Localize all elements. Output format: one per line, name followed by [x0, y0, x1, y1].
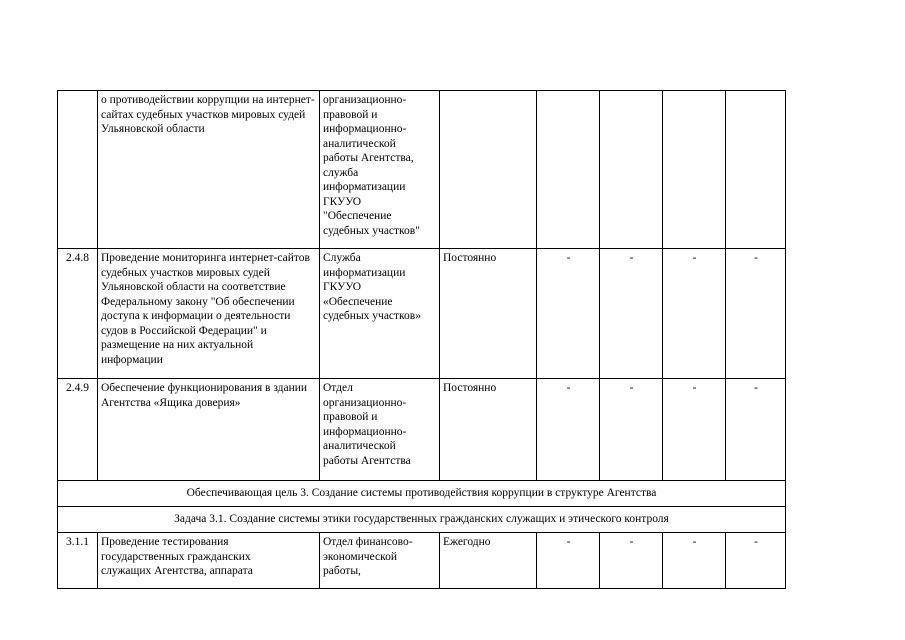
goal-row — [58, 481, 786, 507]
value-cell: - — [537, 379, 600, 481]
row-number: 3.1.1 — [58, 533, 98, 589]
term-cell: Ежегодно — [440, 533, 537, 589]
action-line: государственных гражданских — [101, 550, 251, 563]
row-number — [58, 91, 98, 249]
term-cell — [440, 91, 537, 249]
value-cell: - — [663, 249, 726, 379]
value-cell: - — [726, 533, 786, 589]
executor-cell: Служба информатизации ГКУУО «Обеспечение судебных участков» — [320, 249, 440, 379]
value-cell — [663, 91, 726, 249]
executor-cell: Отдел финансово- экономической работы, — [320, 533, 440, 589]
action-cell: о противодействии коррупции на интернет-сайтах судебных участков мировых судей Ульяновской области — [98, 91, 320, 249]
row-number: 2.4.8 — [58, 249, 98, 379]
action-cell — [98, 533, 320, 589]
value-cell: - — [600, 249, 663, 379]
value-cell: - — [663, 379, 726, 481]
table-row — [58, 91, 786, 249]
value-cell: - — [537, 533, 600, 589]
value-cell: - — [726, 249, 786, 379]
value-cell — [537, 91, 600, 249]
executor-cell: Отдел организационно- правовой и информационно- аналитической работы Агентства — [320, 379, 440, 481]
row-number: 2.4.9 — [58, 379, 98, 481]
action-cell: Проведение мониторинга интернет-сайтов судебных участков мировых судей Ульяновской области на соответствие Федеральному закону "Об обеспечении доступа к информации о деятельности судов в Российской Федерации" и размещение на них актуальной информации — [98, 249, 320, 379]
executor-cell: организационно- правовой и информационно- аналитической работы Агентства, служба информатизации ГКУУО "Обеспечение судебных участков" — [320, 91, 440, 249]
table-row — [58, 533, 786, 589]
table-row — [58, 249, 786, 379]
task-heading: Задача 3.1. Создание системы этики государственных гражданских служащих и этического контроля — [58, 507, 786, 533]
value-cell: - — [537, 249, 600, 379]
goal-heading: Обеспечивающая цель 3. Создание системы противодействия коррупции в структуре Агентства — [58, 481, 786, 507]
value-cell: - — [663, 533, 726, 589]
action-cell: Обеспечение функционирования в здании Агентства «Ящика доверия» — [98, 379, 320, 481]
value-cell: - — [600, 533, 663, 589]
term-cell: Постоянно — [440, 379, 537, 481]
table-row — [58, 379, 786, 481]
term-cell: Постоянно — [440, 249, 537, 379]
value-cell — [726, 91, 786, 249]
value-cell: - — [600, 379, 663, 481]
action-line: Проведение тестирования — [101, 536, 229, 548]
value-cell — [600, 91, 663, 249]
task-row — [58, 507, 786, 533]
action-line: служащих Агентства, аппарата — [101, 565, 253, 577]
value-cell: - — [726, 379, 786, 481]
measures-table — [57, 90, 786, 589]
